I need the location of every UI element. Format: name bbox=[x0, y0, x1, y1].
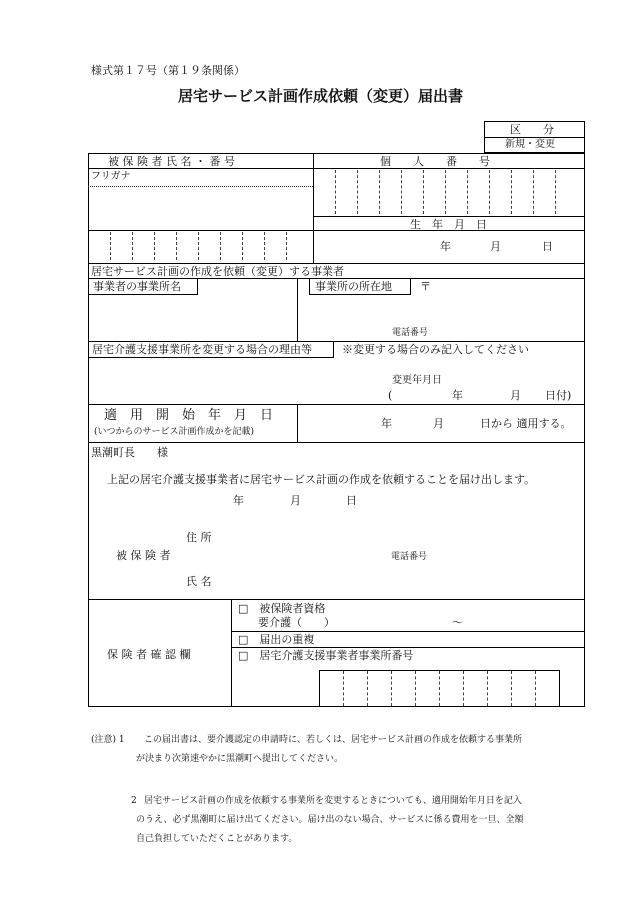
note2-line3: 自己負担していただくことがあります。 bbox=[136, 834, 298, 844]
note2-line2: のうえ、必ず黒潮町に届け出てください。届け出のない場合、サービスに係る費用を一旦、全額 bbox=[136, 815, 524, 825]
provider-section-label: 居宅サービス計画の作成を依頼（変更）する事業者 bbox=[91, 265, 344, 278]
note1-line1: この届出書は、要介護認定の申請時に、若しくは、居宅サービス計画の作成を依頼する事業所 bbox=[144, 735, 523, 745]
check-office-number[interactable]: □ 居宅介護支援事業者事業所番号 bbox=[238, 649, 414, 662]
insured-name-number-label: 被 保 険 者 氏 名 ・ 番 号 bbox=[108, 155, 235, 168]
postal-mark: 〒 bbox=[420, 280, 431, 293]
form-title: 居宅サービス計画作成依頼（変更）届出書 bbox=[178, 87, 464, 105]
declaration-text: 上記の居宅介護支援事業者に居宅サービス計画の作成を依頼することを届け出します。 bbox=[107, 473, 536, 486]
kubun-label: 区 分 bbox=[510, 123, 554, 136]
reason-label: 居宅介護支援事業所を変更する場合の理由等 bbox=[92, 343, 312, 356]
note1-line2: が決まり次第速やかに黒潮町へ提出してください。 bbox=[136, 754, 344, 764]
office-name-field[interactable] bbox=[90, 297, 295, 339]
office-address-label: 事業所の所在地 bbox=[315, 280, 392, 293]
start-date-field[interactable] bbox=[300, 406, 582, 440]
insured-number-field[interactable] bbox=[90, 232, 312, 260]
applicant-insured-label: 被 保 険 者 bbox=[116, 549, 171, 562]
insurer-check-label: 保 険 者 確 認 欄 bbox=[107, 648, 191, 661]
dob-day-label: 日 bbox=[542, 240, 553, 253]
change-date-label: 変更年月日 bbox=[392, 375, 442, 386]
furigana-label: フリガナ bbox=[91, 171, 131, 182]
reason-note: ※変更する場合のみ記入してください bbox=[342, 343, 529, 356]
note1-prefix: (注意) 1 bbox=[91, 735, 125, 745]
note2-line1: 居宅サービス計画の作成を依頼する事業所を変更するときについても、適用開始年月日を記入 bbox=[144, 796, 522, 806]
declaration-day: 日 bbox=[346, 494, 357, 507]
declaration-month: 月 bbox=[290, 494, 301, 507]
personal-number-label: 個 人 番 号 bbox=[380, 155, 490, 168]
start-month-label: 月 bbox=[433, 417, 444, 430]
applicant-name-label: 氏 名 bbox=[186, 575, 212, 588]
reason-field[interactable] bbox=[90, 360, 380, 402]
personal-number-field[interactable] bbox=[316, 170, 582, 214]
start-year-label: 年 bbox=[381, 417, 392, 430]
change-date-day: 日付) bbox=[545, 389, 572, 402]
addressee: 黒潮町長 様 bbox=[91, 446, 168, 459]
applicant-phone-label: 電話番号 bbox=[391, 552, 428, 562]
applicant-address-field[interactable] bbox=[225, 525, 580, 545]
dob-field[interactable] bbox=[316, 232, 582, 260]
change-date-month: 月 bbox=[510, 389, 521, 402]
check-insured-status[interactable]: □ 被保険者資格 bbox=[238, 602, 326, 615]
change-date-year: 年 bbox=[452, 389, 463, 402]
care-level-tilde: ～ bbox=[452, 616, 463, 629]
note2-prefix: 2 bbox=[131, 796, 137, 806]
dob-year-label: 年 bbox=[440, 240, 451, 253]
applicant-address-label: 住 所 bbox=[186, 531, 212, 544]
dob-label: 生 年 月 日 bbox=[410, 218, 487, 231]
form-number: 様式第１７号（第１９条関係） bbox=[91, 64, 245, 77]
office-name-label: 事業者の事業所名 bbox=[93, 280, 181, 293]
office-phone-label: 電話番号 bbox=[392, 328, 429, 338]
start-date-label: 適 用 開 始 年 月 日 bbox=[104, 408, 274, 423]
change-date-open: ( bbox=[388, 389, 393, 402]
office-address-field[interactable] bbox=[300, 297, 582, 327]
applicant-name-field[interactable] bbox=[225, 569, 580, 589]
insured-name-field[interactable] bbox=[92, 190, 310, 226]
start-from-label: 日から 適用する。 bbox=[480, 417, 572, 430]
check-duplicate[interactable]: □ 届出の重複 bbox=[238, 633, 315, 646]
care-level-label: 要介護（ ） bbox=[258, 616, 335, 629]
declaration-year: 年 bbox=[233, 494, 244, 507]
kubun-value[interactable]: 新規・変更 bbox=[505, 139, 555, 150]
start-date-sub: (いつからのサービス計画作成かを記載) bbox=[94, 427, 255, 437]
dob-month-label: 月 bbox=[490, 240, 501, 253]
